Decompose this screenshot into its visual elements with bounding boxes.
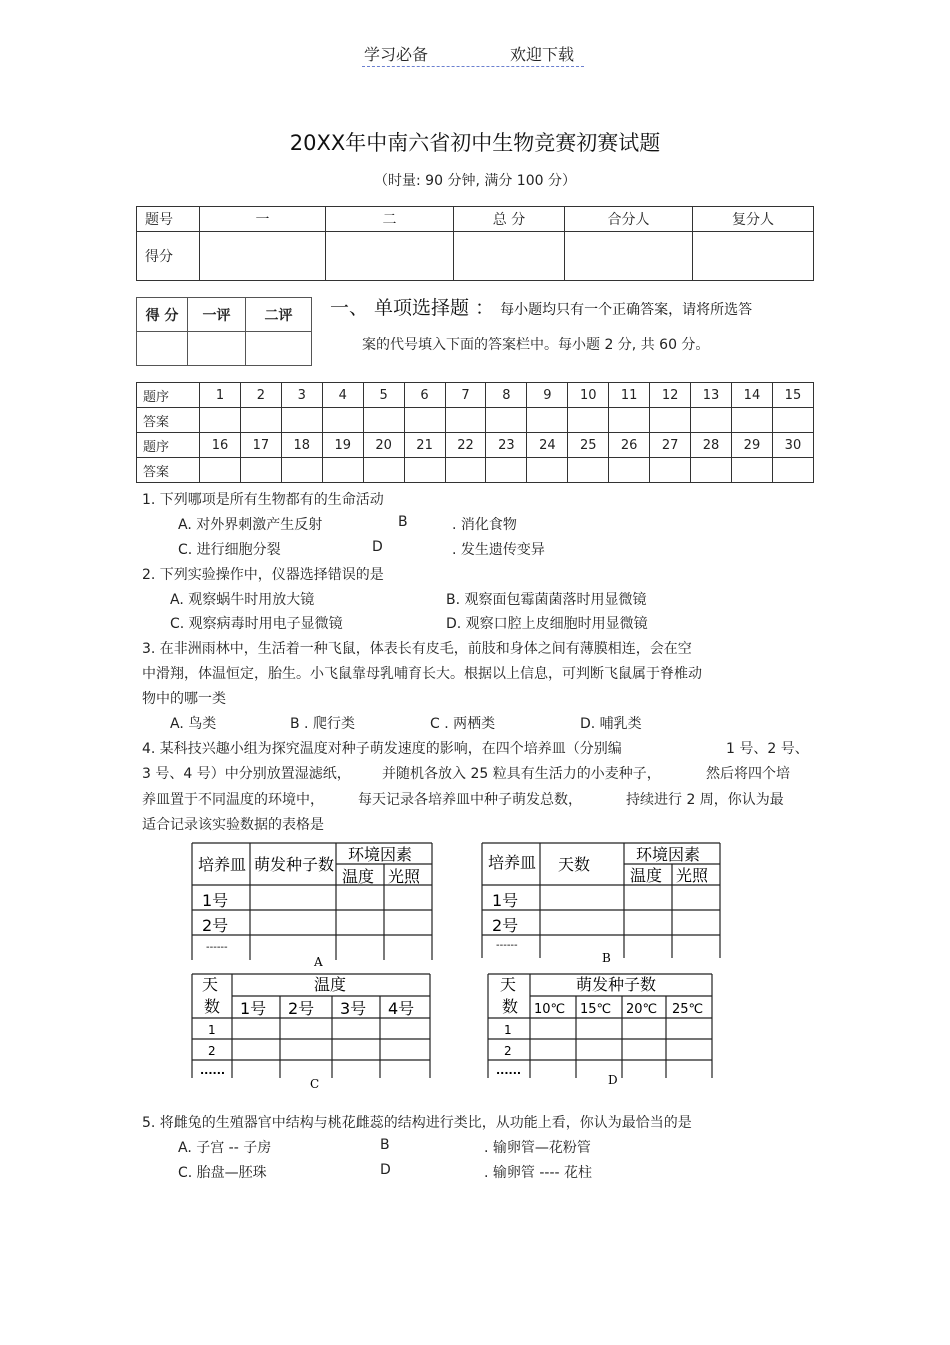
figure-table-c	[188, 968, 438, 1093]
q5-option-a: A. 子宫 -- 子房	[178, 1140, 272, 1156]
figure-table-d	[484, 968, 734, 1093]
page-subtitle: （时量: 90 分钟, 满分 100 分）	[374, 173, 576, 189]
fig-a-row: ------	[206, 942, 228, 953]
figure-table-a	[190, 840, 440, 970]
fig-d-caption: D	[608, 1073, 618, 1087]
question-4-line: 持续进行 2 周，你认为最	[626, 792, 784, 808]
answer-cell[interactable]	[404, 408, 445, 433]
score-cell[interactable]	[200, 232, 326, 281]
question-number: 21	[404, 433, 445, 458]
answer-cell[interactable]	[281, 458, 322, 483]
question-4-line: 然后将四个培	[706, 766, 790, 782]
grader-cell[interactable]	[188, 332, 246, 366]
question-number: 7	[445, 383, 486, 408]
answer-cell[interactable]	[445, 408, 486, 433]
question-number: 28	[691, 433, 732, 458]
score-cell[interactable]	[326, 232, 454, 281]
answer-cell[interactable]	[527, 458, 568, 483]
fig-d-row: 2	[504, 1044, 512, 1058]
order-row-label: 题序	[137, 433, 200, 458]
answer-cell[interactable]	[281, 408, 322, 433]
fig-d-sub: 15℃	[580, 1002, 612, 1017]
question-5-stem: 5. 将雌兔的生殖器官中结构与桃花雌蕊的结构进行类比，从功能上看，你认为最恰当的是	[142, 1115, 692, 1131]
fig-c-col-group: 温度	[314, 975, 347, 994]
question-number: 14	[731, 383, 772, 408]
q1-option-c: C. 进行细胞分裂	[178, 542, 281, 558]
answer-cell[interactable]	[322, 408, 363, 433]
score-cell[interactable]	[565, 232, 693, 281]
answer-cell[interactable]	[200, 458, 241, 483]
fig-a-row: 1号	[202, 891, 229, 910]
question-number: 19	[322, 433, 363, 458]
question-2-stem: 2. 下列实验操作中，仪器选择错误的是	[142, 567, 384, 583]
question-number: 23	[486, 433, 527, 458]
answer-cell[interactable]	[445, 458, 486, 483]
order-row-label: 题序	[137, 383, 200, 408]
fig-b-col-days: 天数	[558, 855, 591, 874]
question-number: 20	[363, 433, 404, 458]
section-heading	[330, 293, 752, 320]
question-number: 11	[609, 383, 650, 408]
score-row-label: 得分	[137, 232, 200, 281]
answer-cell[interactable]	[568, 408, 609, 433]
score-table	[136, 206, 814, 281]
answer-cell[interactable]	[240, 408, 281, 433]
fig-c-col-days: 数	[204, 997, 221, 1016]
header-left: 学习必备	[364, 45, 429, 64]
q3-option-a: A. 鸟类	[170, 716, 217, 732]
fig-c-caption: C	[310, 1077, 320, 1091]
fig-b-col-dish: 培养皿	[488, 853, 537, 872]
question-1-stem: 1. 下列哪项是所有生物都有的生命活动	[142, 492, 384, 508]
question-number: 1	[200, 383, 241, 408]
question-number: 3	[281, 383, 322, 408]
fig-c-row: 1	[208, 1023, 216, 1037]
question-3-line: 3. 在非洲雨林中，生活着一种飞鼠，体表长有皮毛，前肢和身体之间有薄膜相连，会在空	[142, 641, 692, 657]
question-4-line: 并随机各放入 25 粒具有生活力的小麦种子，	[382, 766, 661, 782]
question-3-line: 物中的哪一类	[142, 691, 226, 707]
q2-option-b: B. 观察面包霉菌菌落时用显微镜	[446, 592, 647, 608]
answer-cell[interactable]	[240, 458, 281, 483]
question-number: 5	[363, 383, 404, 408]
fig-c-sub: 1号	[240, 999, 267, 1018]
fig-a-col-count: 萌发种子数	[254, 855, 335, 874]
q1-option-d: . 发生遗传变异	[452, 542, 545, 558]
question-number: 26	[609, 433, 650, 458]
score-header: 合分人	[565, 207, 693, 232]
question-number: 12	[650, 383, 691, 408]
fig-d-row: 1	[504, 1023, 512, 1037]
answer-row-label: 答案	[137, 408, 200, 433]
answer-cell[interactable]	[650, 458, 691, 483]
fig-b-sub-light: 光照	[676, 866, 709, 885]
answer-cell[interactable]	[404, 458, 445, 483]
grader-cell[interactable]	[246, 332, 312, 366]
score-cell[interactable]	[693, 232, 814, 281]
answer-cell[interactable]	[568, 458, 609, 483]
answer-cell[interactable]	[486, 408, 527, 433]
fig-c-sub: 3号	[340, 999, 367, 1018]
answer-cell[interactable]	[772, 458, 813, 483]
question-number: 13	[691, 383, 732, 408]
fig-c-sub: 2号	[288, 999, 315, 1018]
question-4-line: 4. 某科技兴趣小组为探究温度对种子萌发速度的影响，在四个培养皿（分别编	[142, 741, 622, 757]
answer-row-label: 答案	[137, 458, 200, 483]
answer-cell[interactable]	[772, 408, 813, 433]
answer-cell[interactable]	[609, 458, 650, 483]
q2-option-d: D. 观察口腔上皮细胞时用显微镜	[446, 616, 648, 632]
question-number: 10	[568, 383, 609, 408]
fig-a-col-group: 环境因素	[348, 845, 413, 864]
answer-cell[interactable]	[609, 408, 650, 433]
q1-option-b: . 消化食物	[452, 517, 517, 533]
question-4-line: 养皿置于不同温度的环境中，	[142, 792, 324, 808]
fig-d-sub: 25℃	[672, 1002, 704, 1017]
fig-c-col-days: 天	[202, 975, 219, 994]
score-cell[interactable]	[454, 232, 565, 281]
answer-cell[interactable]	[363, 408, 404, 433]
grader-cell[interactable]	[137, 332, 188, 366]
question-number: 16	[200, 433, 241, 458]
question-number: 8	[486, 383, 527, 408]
answer-cell[interactable]	[691, 458, 732, 483]
fig-b-row: 1号	[492, 891, 519, 910]
fig-b-sub-temp: 温度	[630, 866, 663, 885]
q5-option-c: C. 胎盘—胚珠	[178, 1165, 267, 1181]
fig-b-row: ------	[496, 940, 518, 951]
grader-label: 二评	[246, 298, 312, 332]
question-number: 2	[240, 383, 281, 408]
q3-option-d: D. 哺乳类	[580, 716, 642, 732]
q5-option-d: . 输卵管 ---- 花柱	[484, 1165, 593, 1181]
q1-option-d-letter: D	[372, 539, 383, 555]
question-number: 6	[404, 383, 445, 408]
q1-option-b-letter: B	[398, 514, 408, 530]
score-header: 二	[326, 207, 454, 232]
q2-option-a: A. 观察蜗牛时用放大镜	[170, 592, 315, 608]
fig-a-row: 2号	[202, 916, 229, 935]
fig-a-sub-light: 光照	[388, 867, 421, 886]
score-header: 题号	[137, 207, 200, 232]
fig-a-sub-temp: 温度	[342, 867, 375, 886]
question-number: 17	[240, 433, 281, 458]
fig-c-row: 2	[208, 1044, 216, 1058]
score-header: 复分人	[693, 207, 814, 232]
question-4-line: 每天记录各培养皿中种子萌发总数，	[358, 792, 582, 808]
q5-option-b-letter: B	[380, 1137, 390, 1153]
question-number: 29	[731, 433, 772, 458]
fig-b-col-group: 环境因素	[636, 845, 701, 864]
fig-d-sub: 10℃	[534, 1002, 566, 1017]
fig-d-sub: 20℃	[626, 1002, 658, 1017]
fig-a-caption: A	[314, 955, 323, 969]
fig-c-row: ......	[200, 1064, 226, 1077]
header-right: 欢迎下载	[510, 45, 575, 64]
q5-option-b: . 输卵管—花粉管	[484, 1140, 591, 1156]
question-number: 9	[527, 383, 568, 408]
q5-option-d-letter: D	[380, 1162, 391, 1178]
q2-option-c: C. 观察病毒时用电子显微镜	[170, 616, 343, 632]
score-header: 一	[200, 207, 326, 232]
section-note: 每小题均只有一个正确答案，请将所选答	[500, 302, 753, 318]
question-number: 18	[281, 433, 322, 458]
answer-cell[interactable]	[691, 408, 732, 433]
question-number: 4	[322, 383, 363, 408]
answer-cell[interactable]	[200, 408, 241, 433]
grader-label: 得 分	[137, 298, 188, 332]
answer-cell[interactable]	[322, 458, 363, 483]
score-header: 总 分	[454, 207, 565, 232]
fig-c-sub: 4号	[388, 999, 415, 1018]
q1-option-a: A. 对外界刺激产生反射	[178, 517, 323, 533]
answer-cell[interactable]	[363, 458, 404, 483]
question-number: 25	[568, 433, 609, 458]
answer-table	[136, 382, 814, 483]
fig-b-row: 2号	[492, 916, 519, 935]
fig-a-col-dish: 培养皿	[198, 855, 247, 874]
page-title: 20XX年中南六省初中生物竞赛初赛试题	[289, 131, 661, 155]
fig-d-row: ......	[496, 1064, 522, 1077]
question-4-line: 适合记录该实验数据的表格是	[142, 817, 324, 833]
question-number: 22	[445, 433, 486, 458]
answer-cell[interactable]	[486, 458, 527, 483]
figure-table-b	[478, 838, 728, 968]
answer-cell[interactable]	[731, 408, 772, 433]
question-number: 27	[650, 433, 691, 458]
grader-box	[136, 297, 312, 366]
q3-option-c: C . 两栖类	[430, 716, 496, 732]
question-number: 30	[772, 433, 813, 458]
question-4-line: 3 号、4 号）中分别放置湿滤纸，	[142, 766, 351, 782]
question-number: 15	[772, 383, 813, 408]
fig-d-col-group: 萌发种子数	[576, 975, 657, 994]
answer-cell[interactable]	[527, 408, 568, 433]
grader-label: 一评	[188, 298, 246, 332]
question-3-line: 中滑翔，体温恒定，胎生。小飞鼠靠母乳哺育长大。根据以上信息，可判断飞鼠属于脊椎动	[142, 666, 702, 682]
section-title: 一、 单项选择题 ：	[330, 297, 495, 319]
question-number: 24	[527, 433, 568, 458]
q3-option-b: B . 爬行类	[290, 716, 355, 732]
page-header	[362, 42, 584, 67]
fig-d-col-days: 数	[502, 997, 519, 1016]
fig-d-col-days: 天	[500, 975, 517, 994]
question-4-line: 1 号、2 号、	[726, 741, 809, 757]
answer-cell[interactable]	[650, 408, 691, 433]
section-note-2: 案的代号填入下面的答案栏中。每小题 2 分, 共 60 分。	[362, 337, 710, 353]
answer-cell[interactable]	[731, 458, 772, 483]
fig-b-caption: B	[602, 951, 611, 965]
